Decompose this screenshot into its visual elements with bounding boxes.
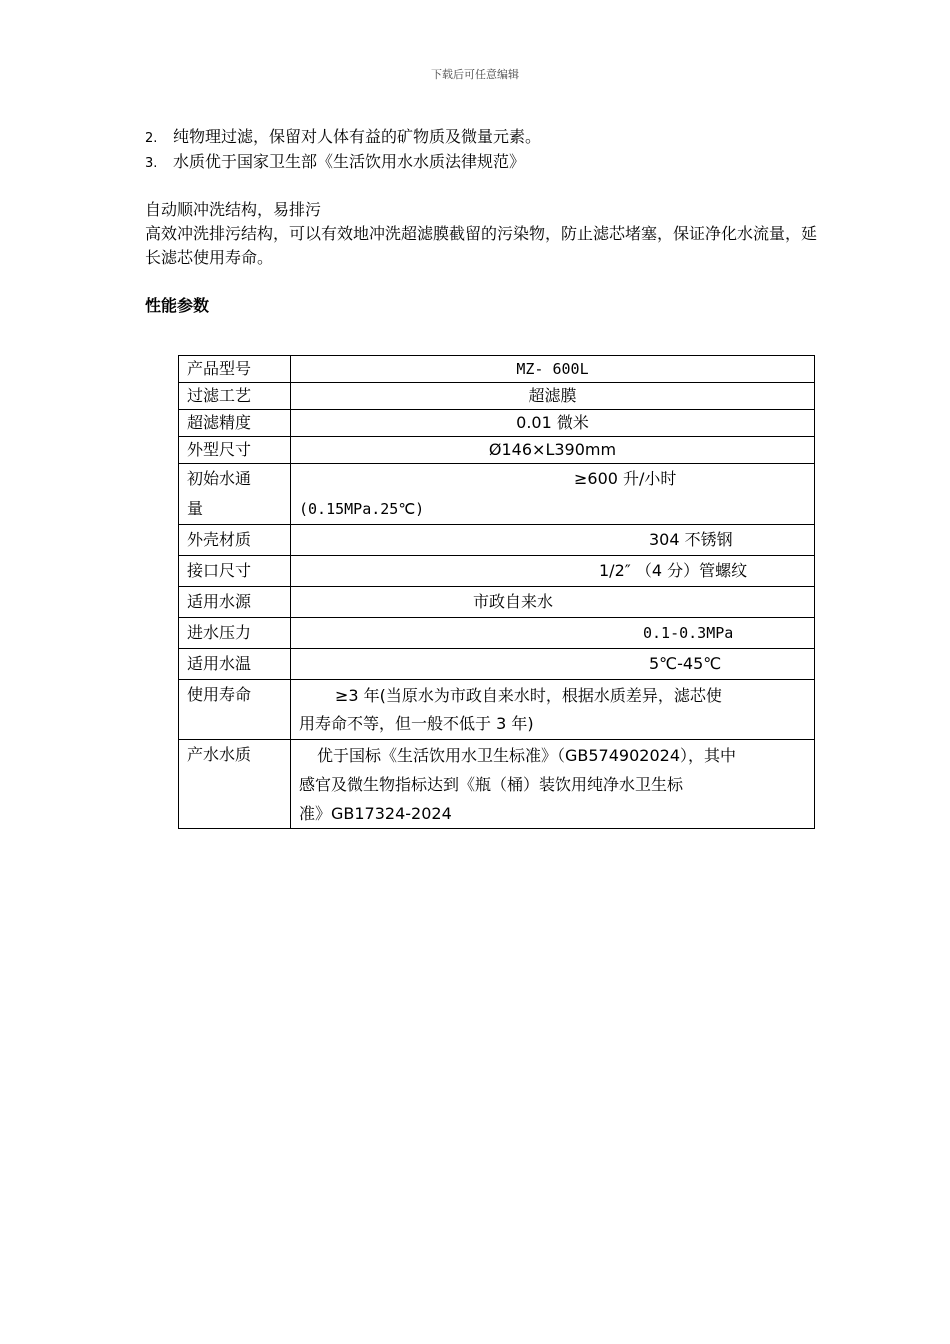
param-label-line: 量 xyxy=(187,499,204,518)
param-label: 适用水源 xyxy=(179,587,291,618)
feature-list xyxy=(145,124,825,174)
param-value-line: ≥600 升/小时 xyxy=(574,469,677,488)
param-label: 外壳材质 xyxy=(179,525,291,556)
param-label: 适用水温 xyxy=(179,649,291,680)
param-label: 过滤工艺 xyxy=(179,383,291,410)
list-text: 水质优于国家卫生部《生活饮用水水质法律规范》 xyxy=(173,152,526,171)
section-heading: 自动顺冲洗结构，易排污 xyxy=(145,200,322,219)
list-item xyxy=(145,124,825,149)
param-value: 超滤膜 xyxy=(291,383,815,410)
param-label: 产品型号 xyxy=(179,356,291,383)
param-value: 5℃-45℃ xyxy=(291,649,815,680)
param-value: 市政自来水 xyxy=(291,587,815,618)
list-number: 3. xyxy=(145,156,158,171)
table-row xyxy=(179,410,815,437)
param-value: 0.1-0.3MPa xyxy=(291,618,815,649)
param-label: 外型尺寸 xyxy=(179,437,291,464)
param-value: Ø146×L390mm xyxy=(291,437,815,464)
param-value-line: 感官及微生物指标达到《瓶（桶）装饮用纯净水卫生标 xyxy=(299,774,684,794)
param-label: 进水压力 xyxy=(179,618,291,649)
table-row xyxy=(179,680,815,740)
param-label: 接口尺寸 xyxy=(179,556,291,587)
list-text: 纯物理过滤，保留对人体有益的矿物质及微量元素。 xyxy=(173,127,542,146)
flush-structure-section xyxy=(145,198,825,270)
table-row xyxy=(179,464,815,525)
table-row xyxy=(179,618,815,649)
table-row xyxy=(179,383,815,410)
param-value-line: 用寿命不等，但一般不低于 3 年) xyxy=(299,713,534,733)
table-row xyxy=(179,556,815,587)
param-value xyxy=(291,464,815,525)
param-label: 产水水质 xyxy=(179,740,291,829)
param-value: MZ- 600L xyxy=(291,356,815,383)
section-body: 高效冲洗排污结构，可以有效地冲洗超滤膜截留的污染物，防止滤芯堵塞，保证净化水流量，延长滤芯使用寿命。 xyxy=(145,224,818,267)
param-value-line: 优于国标《生活饮用水卫生标准》（GB574902024），其中 xyxy=(317,745,736,765)
param-label: 超滤精度 xyxy=(179,410,291,437)
param-label-line: 初始水通 xyxy=(187,469,252,488)
param-value xyxy=(291,740,815,829)
param-label xyxy=(179,464,291,525)
table-row xyxy=(179,740,815,829)
param-value-line: (0.15MPa.25℃) xyxy=(299,500,425,518)
table-row xyxy=(179,649,815,680)
param-value-line: 准》GB17324-2024 xyxy=(299,803,452,823)
param-value: 304 不锈钢 xyxy=(291,525,815,556)
param-label: 使用寿命 xyxy=(179,680,291,740)
performance-title: 性能参数 xyxy=(145,296,210,315)
list-number: 2. xyxy=(145,131,158,146)
table-row xyxy=(179,356,815,383)
param-value xyxy=(291,680,815,740)
param-value-line: ≥3 年(当原水为市政自来水时，根据水质差异，滤芯使 xyxy=(335,685,722,705)
parameters-table xyxy=(178,355,815,829)
param-value: 1/2″ （4 分）管螺纹 xyxy=(291,556,815,587)
table-row xyxy=(179,525,815,556)
table-row xyxy=(179,437,815,464)
param-value: 0.01 微米 xyxy=(291,410,815,437)
list-item xyxy=(145,149,825,174)
page-header-note: 下载后可任意编辑 xyxy=(431,68,519,81)
table-row xyxy=(179,587,815,618)
